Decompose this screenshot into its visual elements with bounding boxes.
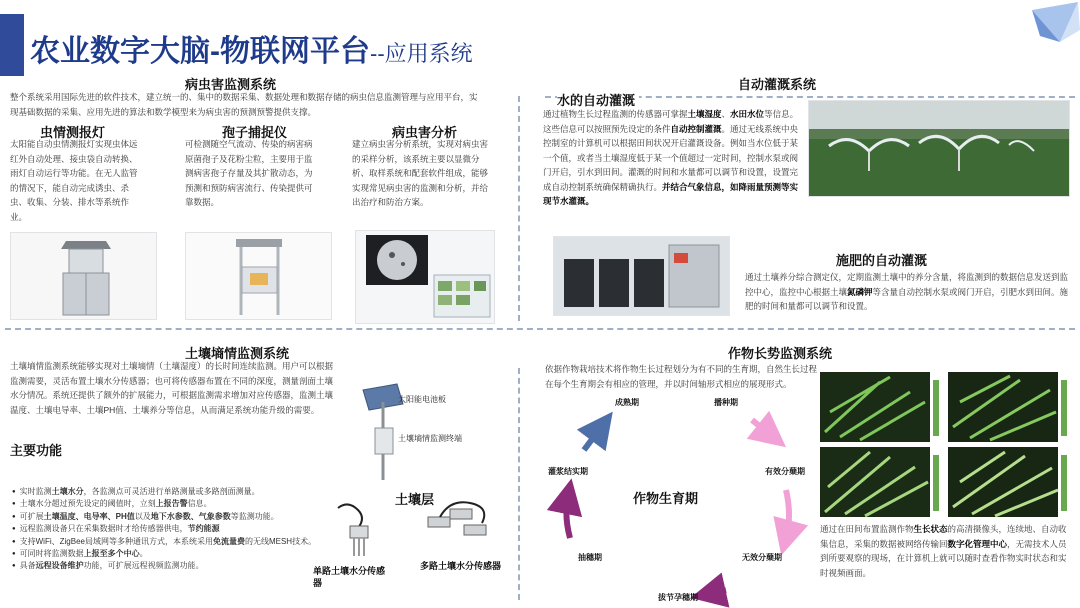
title-accent-bar: [0, 14, 24, 76]
divider-vertical-top: [518, 96, 520, 321]
ndvi-tile-4: [948, 447, 1067, 517]
growth-intro: 依据作物栽培技术将作物生长过程划分为有不同的生育期，自然生长过程在每个生育期会有相应的管理，并以时间轴形式相应的展现形式。: [545, 364, 818, 389]
divider-horizontal-middle: [5, 328, 1075, 330]
insect-lamp-icon: [10, 232, 157, 320]
multi-sensor-label: 多路土壤水分传感器: [420, 561, 502, 571]
pest-col2-title: 孢子捕捉仪: [222, 125, 288, 140]
pest-col1-title: 虫情测报灯: [40, 125, 106, 140]
pest-title: 病虫害监测系统: [185, 77, 277, 92]
pest-col3-text: 建立病虫害分析系统，实现对病虫害的采样分析，该系统主要以显微分析、取样系统和配套软件组成，能够实现常见病虫害的监测和分析，并给出治疗和防治方案。: [352, 139, 489, 207]
stage-ineffective-tillering: 无效分蘖期: [742, 553, 782, 562]
fertigation-title: 施肥的自动灌溉: [836, 253, 928, 268]
cycle-arrow-3: [786, 490, 789, 538]
ndvi-tile-2: [948, 372, 1067, 442]
ndvi-tile-1: [820, 372, 939, 442]
single-sensor-label: 单路土壤水分传感器: [313, 566, 386, 588]
ndvi-image-icon: [820, 372, 1070, 517]
cycle-arrow-5: [566, 496, 570, 538]
growth-title: 作物长势监测系统: [728, 346, 833, 361]
stage-maturity: 成熟期: [615, 398, 639, 407]
pest-col3-title: 病虫害分析: [392, 125, 458, 140]
feature-item: ● 远程监测设备只在采集数据时才给传感器供电，节约能源: [12, 523, 316, 535]
stage-grain-filling: 灌浆结实期: [548, 467, 588, 476]
fertigation-text: 通过土壤养分综合测定仪，定期监测土壤中的养分含量，将监测到的数据信息发送到监控中心，监控中心根据土壤氮磷钾等含量自动控制水泵或阀门开启，引肥水到田间。施肥的时间和量都可以调节和设置。: [745, 272, 1069, 311]
feature-item: ● 实时监测土壤水分，各监测点可灵活进行单路测量或多路剖面测量。: [12, 486, 316, 498]
microscope-icon: [355, 230, 495, 324]
irrigation-title: 自动灌溉系统: [738, 77, 817, 92]
cycle-arrow-4: [708, 590, 726, 594]
water-irrigation-text: 通过植物生长过程监测的传感器可掌握土壤湿度、水田水位等信息。这些信息可以按照预先设定的条件自动控制灌溉。通过无线系统中央控制室的计算机可以根据田间状况开启灌溉设备。例如当水位低于某一个值，或者当土壤湿度低于某一个值超过一定时间，控制水泵或阀门开启，引水到田间。灌溉的时间和水量都可以调节和设置，设置完成自动控制系统确保精确执行。并结合气象信息，如降雨量预测等实现节水灌溉。: [543, 109, 799, 206]
stage-jointing-booting: 拔节孕穗期: [658, 593, 698, 602]
soil-layer-title: 土壤层: [395, 492, 435, 507]
multi-soil-sensor-icon: [420, 495, 495, 550]
pest-intro: 整个系统采用国际先进的软件技术，建立统一的、集中的数据采集、数据处理和数据存储的病虫信息监测管理与应用平台，实现基础数据的采集、应用先进的算法和数学模型来为病虫害的预测预警提供支撑。: [10, 92, 478, 117]
solar-panel-label: 太阳能电池板: [398, 395, 446, 404]
feature-item: ● 可扩展土壤温度、电导率、PH值以及地下水参数、气象参数等监测功能。: [12, 511, 316, 523]
cycle-arrow-2: [752, 420, 772, 436]
triangle-logo-icon: [1010, 0, 1080, 44]
feature-item: ● 具备远程设备维护功能，可扩展远程视频监测功能。: [12, 560, 316, 572]
features-title: 主要功能: [10, 443, 63, 458]
feature-item: ● 土壤水分超过预先设定的阈值时，立刻上报告警信息。: [12, 498, 316, 510]
feature-item: ● 可同时将监测数据上报至多个中心。: [12, 548, 316, 560]
pest-col1-text: 太阳能自动虫情测报灯实现虫体远红外自动处理、接虫袋自动转换、雨灯自动运行等功能。在无人监管的情况下，能自动完成诱虫、杀虫、收集、分装、排水等系统作业。: [10, 139, 138, 222]
features-list: [12, 486, 316, 573]
stage-effective-tillering: 有效分蘖期: [765, 467, 805, 476]
page-subtitle: --应用系统: [370, 41, 473, 66]
pest-col2-text: 可检测随空气流动、传染的病害病原菌孢子及花粉尘粒，主要用于监测病害孢子存量及其扩散动态，为预测和预防病害流行、传染提供可靠数据。: [185, 139, 313, 207]
monitor-host-label: 土壤墒情监测终端: [398, 434, 462, 443]
cycle-center-label: 作物生育期: [633, 491, 699, 506]
spore-trap-icon: [185, 232, 332, 320]
page-title: 农业数字大脑-物联网平台--应用系统: [30, 35, 473, 68]
divider-vertical-bottom: [518, 368, 520, 600]
stage-sowing: 播种期: [714, 398, 738, 407]
water-irrigation-title: 水的自动灌溉: [557, 90, 639, 109]
ndvi-tile-3: [820, 447, 939, 517]
fertigation-tanks-icon: [553, 236, 730, 316]
growth-bottom-text: 通过在田间布置监测作物生长状态的高清摄像头，连续地、自动收集信息，采集的数据被网络传输回数字化管理中心，无需技术人员到所要观察的现场，在计算机上就可以随时查看作物实时状态和实时视频画面。: [820, 524, 1067, 578]
feature-item: ● 支持WiFi、ZigBee局域网等多种通讯方式，本系统采用免流量费的无线MESH技术。: [12, 536, 316, 548]
cycle-arrow-1: [584, 426, 602, 450]
soil-title: 土壤墒情监测系统: [185, 346, 290, 361]
soil-sensor-icon: [328, 500, 388, 560]
soil-text: 土壤墒情监测系统能够实现对土壤墒情（土壤湿度）的长时间连续监测。用户可以根据监测需要，灵活布置土壤水分传感器；也可将传感器布置在不同的深度，测量剖面土壤水分情况。系统还提供了额外的扩展能力，可根据监测需求增加对应传感器，监测土壤温度、土壤电导率、土壤PH值、土壤养分等信息，从而满足系统功能升级的需要。: [10, 361, 334, 415]
stage-heading: 抽穗期: [578, 553, 602, 562]
sprinkler-photo-icon: [808, 100, 1070, 197]
growth-cycle-diagram: [540, 408, 810, 608]
